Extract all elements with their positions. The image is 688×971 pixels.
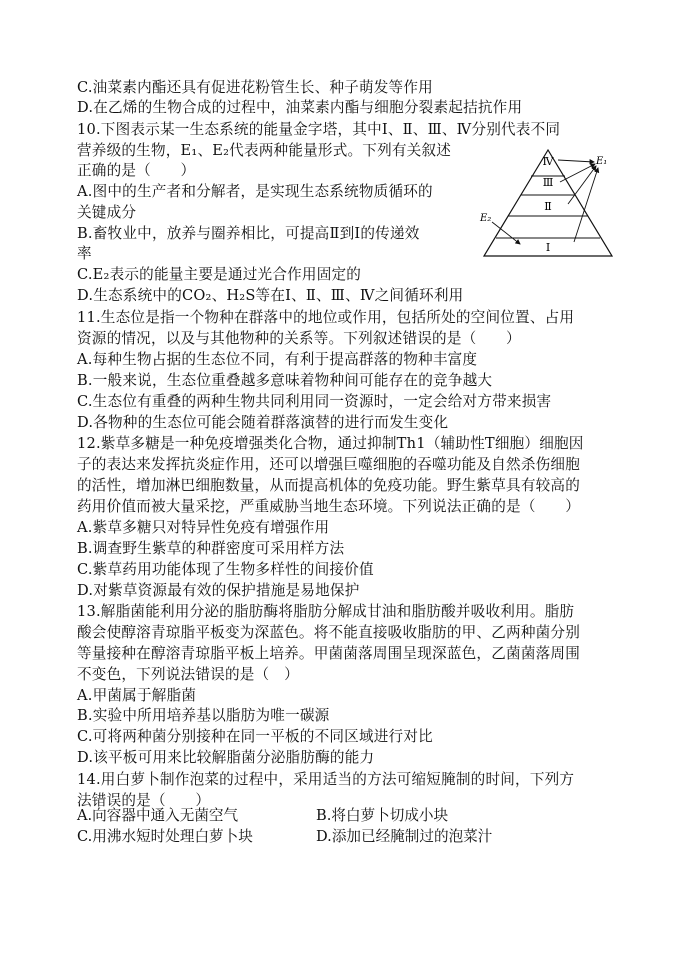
level-i-label: Ⅰ — [545, 241, 551, 254]
text-line: 的活性，增加淋巴细胞数量，从而提高机体的免疫功能。野生紫草具有较高的 — [77, 477, 580, 494]
q14-option-d: D.添加已经腌制过的泡菜汁 — [316, 828, 493, 845]
q14-option-c: C.用沸水短时处理白萝卜块 — [77, 828, 253, 845]
text-line: 13.解脂菌能利用分泌的脂肪酶将脂肪分解成甘油和脂肪酸并吸收利用。脂肪 — [77, 603, 575, 620]
arrow-iii-to-e1 — [560, 164, 595, 182]
q14-option-b: B.将白萝卜切成小块 — [316, 807, 449, 824]
text-line: D.在乙烯的生物合成的过程中，油菜素内酯与细胞分裂素起拮抗作用 — [77, 99, 523, 116]
text-line: 正确的是（ ） — [77, 162, 196, 179]
text-line: C.可将两种菌分别接种在同一平板的不同区域进行对比 — [77, 728, 433, 745]
arrow-e2-to-i — [492, 222, 520, 244]
text-line: C.生态位有重叠的两种生物共同利用同一资源时，一定会给对方带来损害 — [77, 393, 552, 410]
text-line: B.实验中所用培养基以脂肪为唯一碳源 — [77, 707, 330, 724]
arrow-iv-to-e1 — [558, 160, 594, 162]
text-line: 12.紫草多糖是一种免疫增强类化合物，通过抑制Th1（辅助性T细胞）细胞因 — [77, 435, 584, 452]
text-line: B.畜牧业中，放养与圈养相比，可提高Ⅱ到Ⅰ的传递效 — [77, 225, 420, 242]
text-line: D.各物种的生态位可能会随着群落演替的进行而发生变化 — [77, 414, 449, 431]
level-iv-label: Ⅳ — [542, 155, 554, 168]
text-line: 10.下图表示某一生态系统的能量金字塔，其中Ⅰ、Ⅱ、Ⅲ、Ⅳ分别代表不同 — [77, 121, 561, 138]
text-line: B.一般来说，生态位重叠越多意味着物种间可能存在的竞争越大 — [77, 372, 493, 389]
text-line: A.紫草多糖只对特异性免疫有增强作用 — [77, 519, 330, 536]
text-line: C.紫草药用功能体现了生物多样性的间接价值 — [77, 561, 374, 578]
text-line: 11.生态位是指一个物种在群落中的地位或作用，包括所处的空间位置、占用 — [77, 309, 575, 326]
e2-label: E₂ — [480, 213, 492, 224]
text-line: A.图中的生产者和分解者，是实现生态系统物质循环的 — [77, 183, 433, 200]
text-line: B.调查野生紫草的种群密度可采用样方法 — [77, 540, 345, 557]
text-line: 率 — [77, 245, 92, 262]
text-line: 营养级的生物，E₁、E₂代表两种能量形式。下列有关叙述 — [77, 142, 452, 159]
text-line: 资源的情况，以及与其他物种的关系等。下列叙述错误的是（ ） — [77, 330, 521, 347]
text-line: 法错误的是（ ） — [77, 792, 211, 809]
q14-option-a: A.向容器中通入无菌空气 — [77, 807, 239, 824]
text-line: C.油菜素内酯还具有促进花粉管生长、种子萌发等作用 — [77, 79, 433, 96]
energy-pyramid-figure — [478, 148, 618, 260]
arrow-ii-to-e1 — [568, 166, 596, 204]
text-line: A.每种生物占据的生态位不同，有利于提高群落的物种丰富度 — [77, 351, 478, 368]
text-line: D.生态系统中的CO₂、H₂S等在Ⅰ、Ⅱ、Ⅲ、Ⅳ之间循环利用 — [77, 287, 464, 304]
e1-label: E₁ — [596, 156, 608, 167]
text-line: 子的表达来发挥抗炎症作用，还可以增强巨噬细胞的吞噬功能及自然杀伤细胞 — [77, 456, 580, 473]
text-line: 酸会使醇溶青琼脂平板变为深蓝色。将不能直接吸收脂肪的甲、乙两种菌分别 — [77, 624, 580, 641]
text-line: D.对紫草资源最有效的保护措施是易地保护 — [77, 582, 360, 599]
text-line: 14.用白萝卜制作泡菜的过程中，采用适当的方法可缩短腌制的时间，下列方 — [77, 771, 575, 788]
text-line: 药用价值而被大量采挖，严重威胁当地生态环境。下列说法正确的是（ ） — [77, 498, 580, 515]
text-line: C.E₂表示的能量主要是通过光合作用固定的 — [77, 266, 362, 283]
text-line: 关键成分 — [77, 204, 137, 221]
text-line: 等量接种在醇溶青琼脂平板上培养。甲菌菌落周围呈现深蓝色，乙菌菌落周围 — [77, 645, 580, 662]
level-ii-label: Ⅱ — [544, 200, 552, 213]
level-iii-label: Ⅲ — [542, 176, 554, 189]
text-line: 不变色，下列说法错误的是（ ） — [77, 666, 299, 683]
text-line: D.该平板可用来比较解脂菌分泌脂肪酶的能力 — [77, 749, 375, 766]
text-line: A.甲菌属于解脂菌 — [77, 687, 197, 704]
